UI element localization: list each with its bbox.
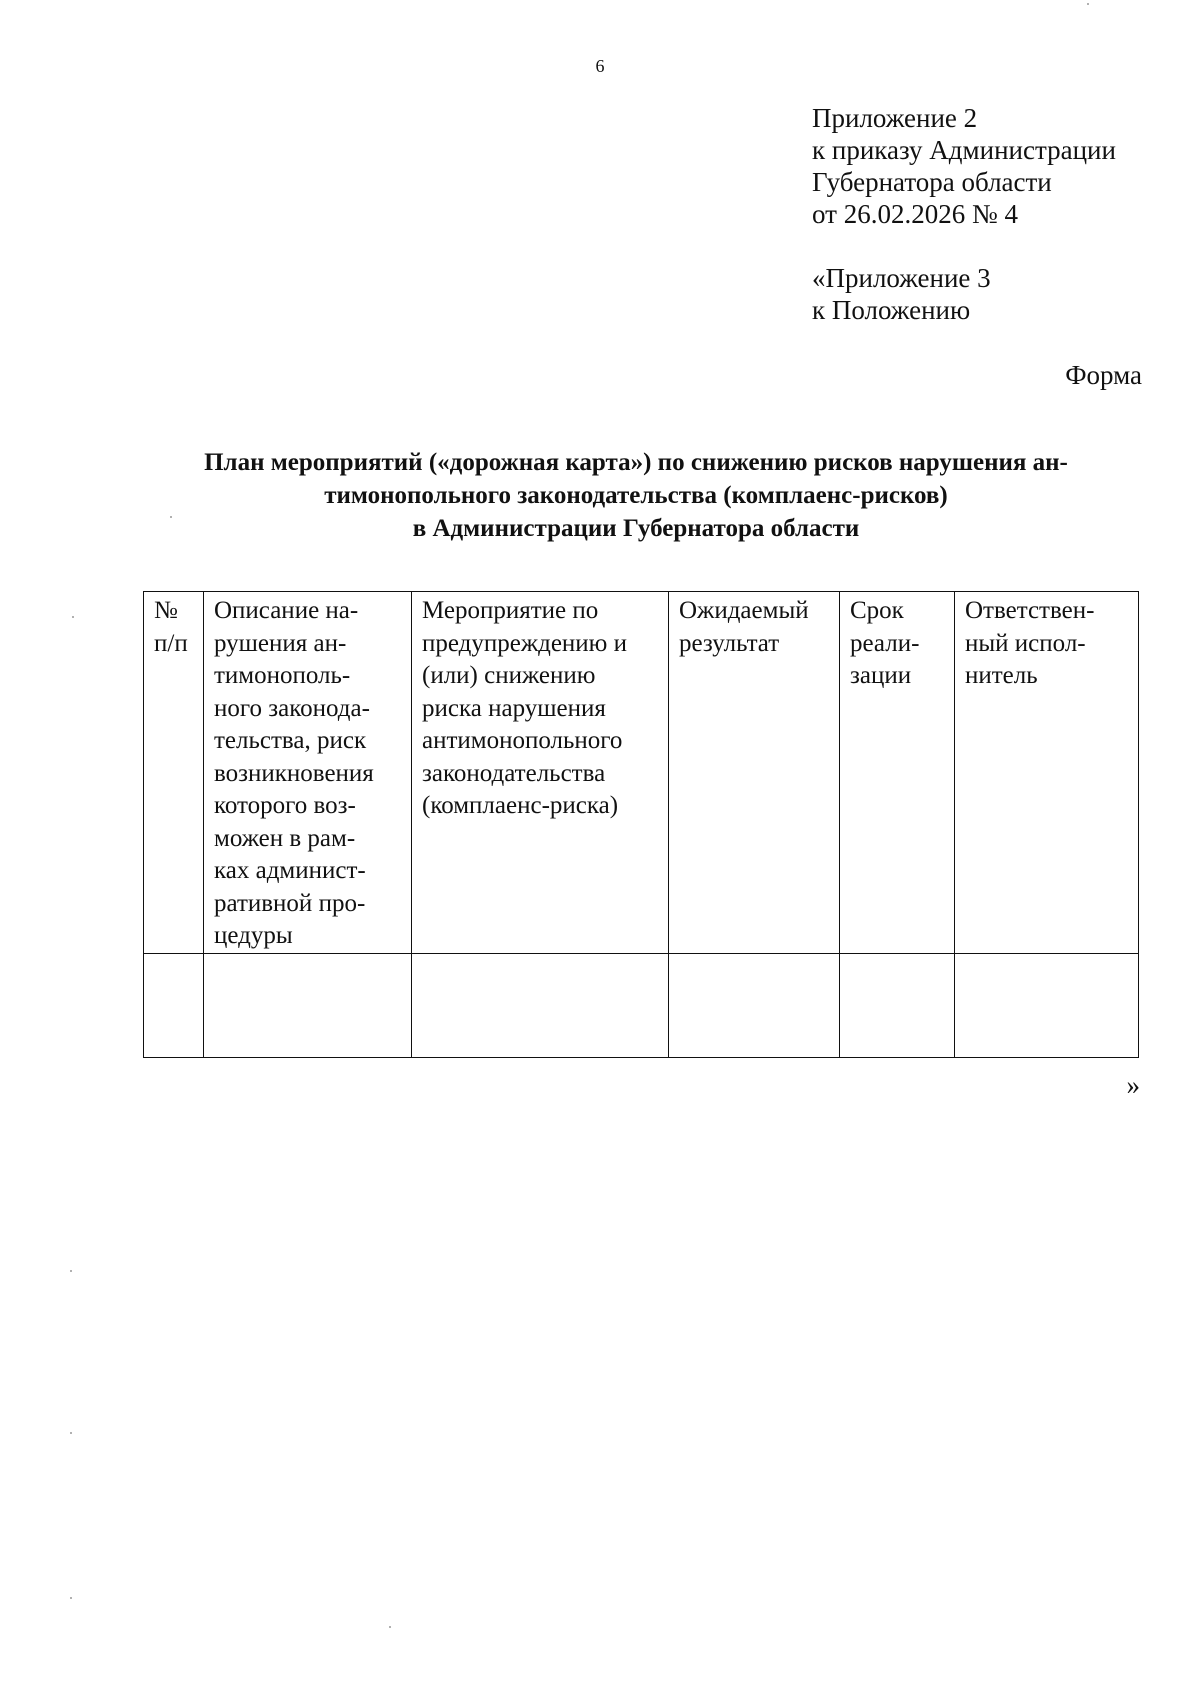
header-line: цедуры (214, 922, 293, 949)
header-line: тимонополь- (214, 662, 351, 689)
table-cell[interactable] (204, 954, 412, 1058)
table-cell[interactable] (144, 954, 204, 1058)
table-cell[interactable] (840, 954, 955, 1058)
annex-line: от 26.02.2026 № 4 (812, 199, 1018, 229)
scan-speck (70, 1432, 72, 1434)
header-line: (комплаенс-риска) (422, 792, 619, 819)
scan-speck (389, 1626, 391, 1628)
header-line: ках админист- (214, 857, 366, 884)
table-cell[interactable] (669, 954, 840, 1058)
header-line: законодательства (422, 759, 606, 787)
annex-block (812, 102, 1116, 326)
form-label: Форма (1065, 360, 1142, 390)
header-line: ного законода- (214, 694, 370, 722)
page-number: 6 (595, 56, 605, 76)
header-line: нитель (965, 662, 1038, 689)
table-header-cell (204, 592, 412, 954)
annex-line: Губернатора области (812, 167, 1052, 197)
table-header-row (144, 592, 1139, 954)
table-header-cell (955, 592, 1139, 954)
title-line: в Администрации Губернатора области (412, 515, 860, 542)
scan-speck (170, 516, 172, 518)
header-line: результат (679, 629, 780, 657)
header-line: возникновения (214, 759, 374, 787)
scan-speck (72, 616, 74, 618)
header-line: Описание на- (214, 597, 359, 624)
annex-line: к приказу Администрации (812, 135, 1116, 165)
table-row (144, 954, 1139, 1058)
table-cell[interactable] (955, 954, 1139, 1058)
header-line: ный испол- (965, 629, 1086, 657)
scan-speck (1087, 3, 1089, 5)
table-header-cell (412, 592, 669, 954)
header-line: которого воз- (214, 792, 356, 819)
header-line: рушения ан- (214, 629, 347, 657)
header-line: тельства, риск (214, 727, 367, 754)
closing-quote: » (1126, 1070, 1140, 1100)
annex-line: Приложение 2 (812, 103, 978, 133)
title-line: тимонопольного законодательства (комплаенс-рисков) (324, 482, 948, 509)
table-header-cell (669, 592, 840, 954)
header-line: антимонопольного (422, 727, 623, 754)
sub-annex-line: «Приложение 3 (812, 263, 991, 293)
header-line: предупреждению и (422, 629, 627, 657)
document-title (130, 446, 1142, 545)
header-line: риска нарушения (422, 694, 606, 722)
header-line: Ожидаемый (679, 597, 809, 624)
roadmap-table (143, 591, 1139, 1058)
header-line: Ответствен- (965, 597, 1095, 624)
header-line: ративной про- (214, 889, 366, 917)
header-line: п/п (154, 629, 188, 657)
header-line: № (154, 597, 178, 624)
sub-annex-line: к Положению (812, 295, 971, 325)
header-line: можен в рам- (214, 824, 356, 852)
header-line: реали- (850, 629, 920, 657)
scan-speck (70, 1270, 72, 1272)
table-header-cell (144, 592, 204, 954)
header-line: (или) снижению (422, 662, 596, 689)
scan-speck (70, 1597, 72, 1599)
header-line: Мероприятие по (422, 597, 599, 624)
title-line: План мероприятий («дорожная карта») по снижению рисков нарушения ан- (204, 449, 1068, 476)
header-line: зации (850, 662, 912, 689)
header-line: Срок (850, 597, 904, 624)
table-header-cell (840, 592, 955, 954)
table-cell[interactable] (412, 954, 669, 1058)
